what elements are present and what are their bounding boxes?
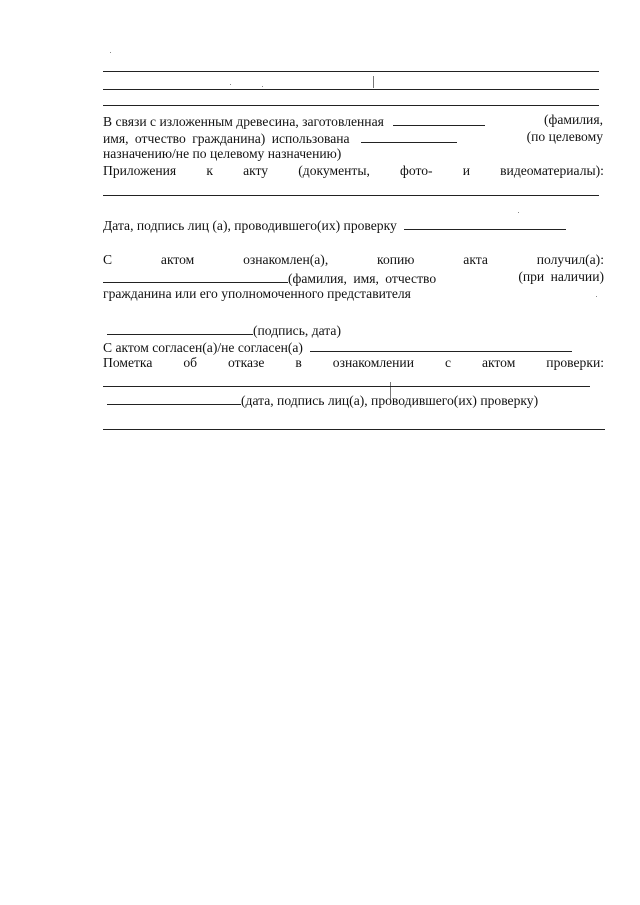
ack-text-a: (фамилия, имя, отчество [288,271,437,286]
date-signature-line [103,216,566,234]
para1-line2 [103,129,603,147]
refusal-word: Пометка [103,355,153,370]
top-rule-1 [103,71,599,72]
top-rule-2 [103,89,599,90]
refusal-word: проверки: [546,355,604,370]
refusal-line [103,355,604,371]
ack-name-blank [103,269,288,283]
scan-speck [262,86,263,87]
agree-blank [310,338,572,352]
para1-text-b: (фамилия, [544,112,603,127]
refusal-rule [103,386,590,387]
para1-text-d: (по целевому [526,129,603,144]
attachments-word: к [206,163,213,178]
final-signature-label: (дата, подпись лиц(а), проводившего(их) проверку) [241,393,539,408]
ack-word: С [103,252,113,267]
agree-label: С актом согласен(а)/не согласен(а) [103,340,303,355]
attachments-word: (документы, [298,163,370,178]
attachments-word: фото- [400,163,433,178]
attachments-word: видеоматериалы): [500,163,604,178]
top-rule-3 [103,105,599,106]
ack-word: получил(а): [536,252,604,267]
ack-line3: гражданина или его уполномоченного представителя [103,286,411,301]
usage-blank [361,129,457,143]
para1-text-a: В связи с изложенным древесина, заготовленная [103,114,384,129]
scan-speck [596,296,597,297]
agree-line [103,338,572,356]
attachments-line [103,163,604,179]
refusal-word: актом [481,355,516,370]
signature-blank [107,321,253,335]
refusal-word: ознакомлении [332,355,414,370]
date-signature-blank [404,216,566,230]
scan-speck [230,84,231,85]
para1-line3: назначению/не по целевому назначению) [103,146,342,161]
attachments-word: и [462,163,470,178]
ack-word: актом [160,252,195,267]
scan-mark [373,76,374,88]
attachments-word: акту [243,163,269,178]
bottom-rule [103,429,605,430]
ack-line2 [103,269,604,287]
ack-line1 [103,252,604,268]
ack-word: копию [377,252,415,267]
final-signature-blank [107,391,241,405]
final-signature-line [107,391,538,409]
para1-text-c: имя, отчество гражданина) использована [103,131,350,146]
refusal-word: об [183,355,198,370]
signature-date-label: (подпись, дата) [253,323,341,338]
signature-date-line [107,321,341,339]
ack-word: акта [463,252,488,267]
para1-line1 [103,112,603,130]
scan-speck [518,212,519,213]
ack-word: ознакомлен(а), [243,252,329,267]
refusal-word: в [295,355,302,370]
date-signature-label: Дата, подпись лиц (а), проводившего(их) проверку [103,218,397,233]
refusal-word: с [444,355,451,370]
attachments-word: Приложения [103,163,177,178]
attachments-rule [103,195,599,196]
ack-text-b: (при наличии) [518,269,604,284]
scan-speck [110,52,111,53]
refusal-word: отказе [228,355,265,370]
surname-blank [393,112,485,126]
